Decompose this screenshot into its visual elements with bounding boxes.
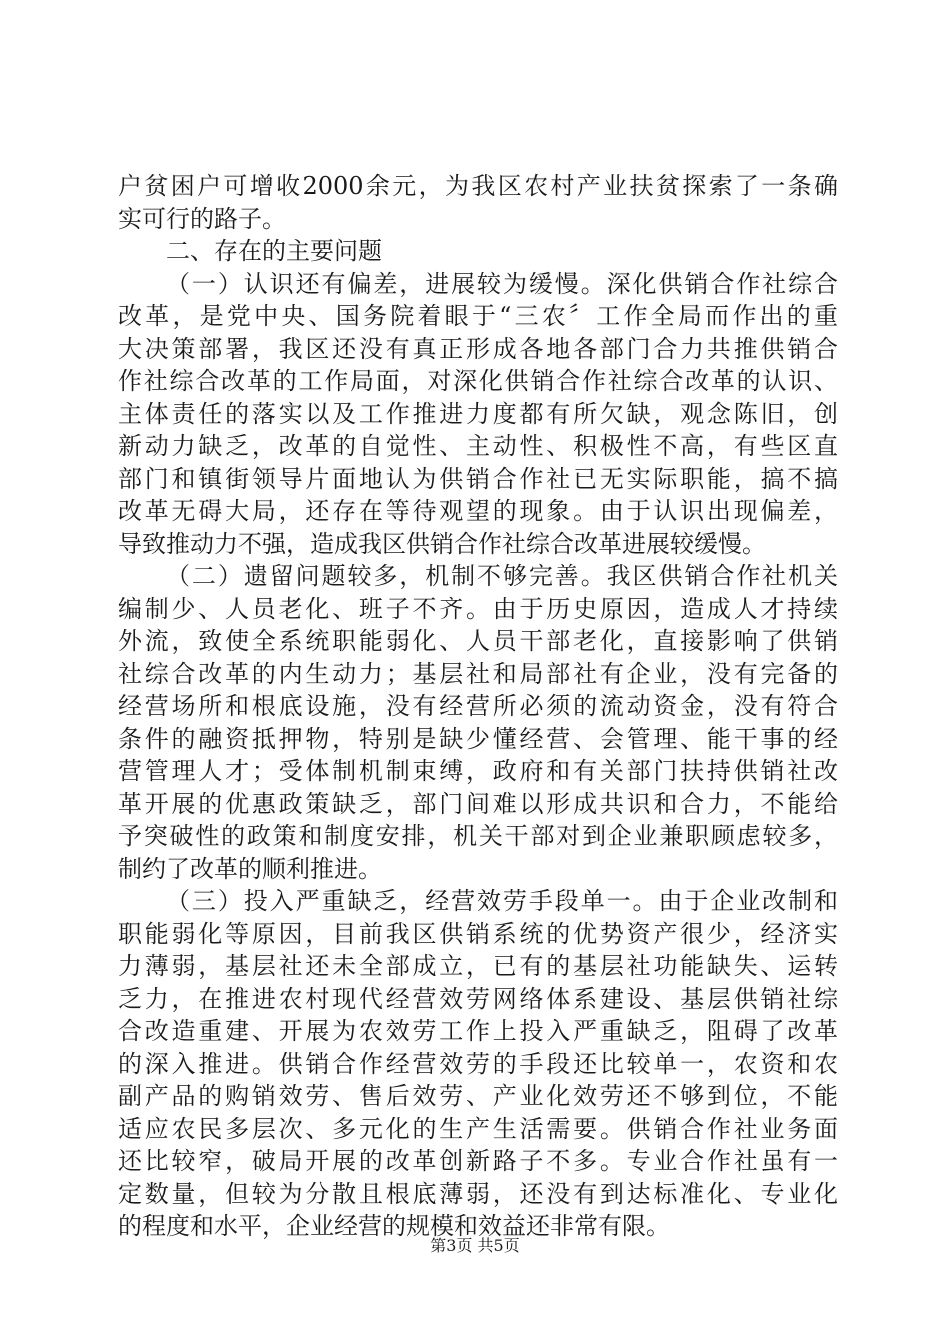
text-line: 社综合改革的内生动力；基层社和局部社有企业，没有完备的 [118,659,838,688]
text-line: （二）遗留问题较多，机制不够完善。我区供销合作社机关 [166,562,838,590]
text-line: 外流，致使全系统职能弱化、人员干部老化，直接影响了供销 [118,627,838,655]
text-line: 还比较窄，破局开展的改革创新路子不多。专业合作社虽有一 [118,1147,838,1175]
page-number-label: 第3页 共5页 [430,1236,520,1255]
text-line: （三）投入严重缺乏，经营效劳手段单一。由于企业改制和 [166,887,838,915]
document-body [118,170,838,1243]
page-footer [0,1236,950,1256]
text-line: 主体责任的落实以及工作推进力度都有所欠缺，观念陈旧，创 [118,399,838,428]
text-line: 乏力，在推进农村现代经营效劳网络体系建设、基层供销社综 [118,984,838,1013]
text-line: 大决策部署，我区还没有真正形成各地各部门合力共推供销合 [118,334,838,363]
text-line: 定数量，但较为分散且根底薄弱，还没有到达标准化、专业化 [118,1179,838,1208]
text-line: 职能弱化等原因，目前我区供销系统的优势资产很少，经济实 [118,919,838,948]
text-line: 革开展的优惠政策缺乏，部门间难以形成共识和合力，不能给 [118,789,838,818]
text-line: 条件的融资抵押物，特别是缺少懂经营、会管理、能干事的经 [118,724,838,753]
text-line: 新动力缺乏，改革的自觉性、主动性、积极性不高，有些区直 [118,432,838,460]
text-line: 副产品的购销效劳、售后效劳、产业化效劳还不够到位，不能 [118,1082,838,1110]
text-line: 改革，是党中央、国务院着眼于“三农〞工作全局而作出的重 [118,302,838,330]
text-line: 营管理人才；受体制机制束缚，政府和有关部门扶持供销社改 [118,757,838,785]
text-line: （一）认识还有偏差，进展较为缓慢。深化供销合作社综合 [166,269,838,298]
text-line: 力薄弱，基层社还未全部成立，已有的基层社功能缺失、运转 [118,952,838,980]
text-line: 予突破性的政策和制度安排，机关干部对到企业兼职顾虑较多， [118,822,838,850]
text-line: 改革无碍大局，还存在等待观望的现象。由于认识出现偏差， [118,497,838,525]
text-line: 导致推动力不强，造成我区供销合作社综合改革进展较缓慢。 [118,529,766,558]
text-line: 户贫困户可增收2000余元，为我区农村产业扶贫探索了一条确 [118,172,838,200]
text-line: 部门和镇街领导片面地认为供销合作社已无实际职能，搞不搞 [118,464,838,493]
text-line: 的深入推进。供销合作经营效劳的手段还比较单一，农资和农 [118,1049,838,1078]
text-line: 制约了改革的顺利推进。 [118,854,382,883]
text-line: 适应农民多层次、多元化的生产生活需要。供销合作社业务面 [118,1114,838,1143]
text-line: 编制少、人员老化、班子不齐。由于历史原因，造成人才持续 [118,594,838,623]
text-line: 实可行的路子。 [118,204,286,233]
text-line: 合改造重建、开展为农效劳工作上投入严重缺乏，阻碍了改革 [118,1017,838,1045]
text-line: 作社综合改革的工作局面，对深化供销合作社综合改革的认识、 [118,367,838,395]
text-line: 的程度和水平，企业经营的规模和效益还非常有限。 [118,1212,670,1240]
text-line: 经营场所和根底设施，没有经营所必须的流动资金，没有符合 [118,692,838,720]
section-heading: 二、存在的主要问题 [166,237,382,265]
